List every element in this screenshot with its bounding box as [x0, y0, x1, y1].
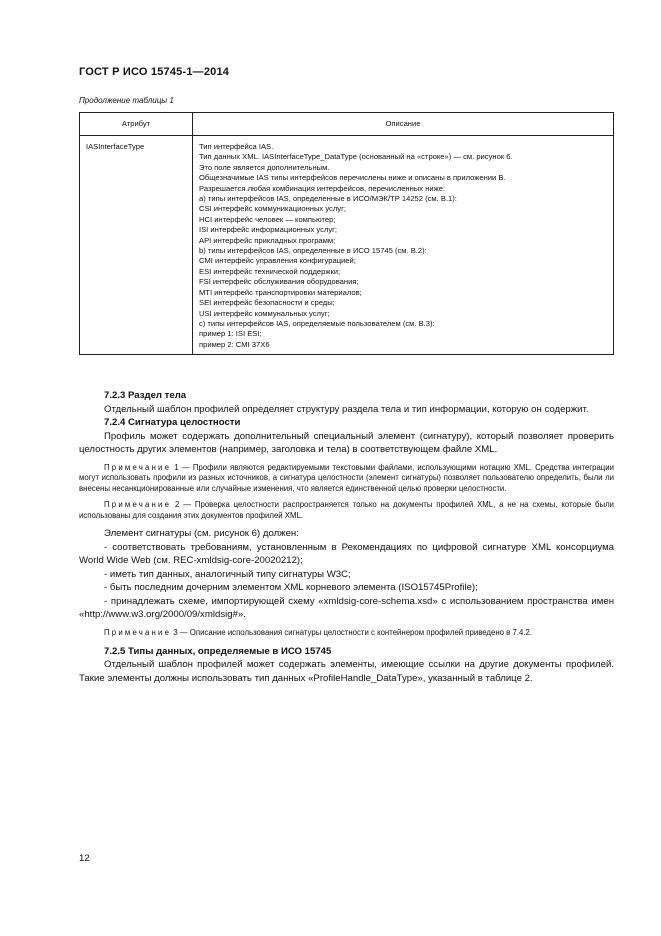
description-cell: [193, 136, 614, 355]
note-2: [79, 500, 614, 521]
column-header-attribute: Атрибут: [80, 113, 193, 136]
description-line: пример 1: ISI ESI;: [199, 329, 262, 339]
paragraph: Отдельный шаблон профилей определяет структуру раздела тела и тип информации, которую он содержит.: [104, 403, 589, 415]
page-number: 12: [79, 853, 90, 864]
description-line: CSI интерфейс коммуникационных услуг;: [199, 204, 346, 214]
description-line: пример 2: CMI 37X6: [199, 339, 270, 349]
description-line: MTI интерфейс транспортировки материалов;: [199, 287, 362, 297]
paragraph: Отдельный шаблон профилей может содержать элементы, имеющие ссылки на другие документы профилей. Такие элементы должны использовать тип данных «ProfileHandle_DataType», указанный в таблице 2.: [79, 659, 614, 684]
table-row: [80, 136, 614, 355]
note-text: 2 — Проверка целостности распространяется только на документы профилей XML, а не на схемы, которые были использованы для создания этих документов профилей XML.: [79, 500, 614, 520]
description-line: USI интерфейс коммунальных услуг;: [199, 308, 330, 318]
description-line: HCI интерфейс человек — компьютер;: [199, 214, 336, 224]
description-line: API интерфейс прикладных программ;: [199, 235, 336, 245]
section-heading-7-2-3: 7.2.3 Раздел тела: [104, 390, 187, 401]
attribute-table: [79, 112, 614, 355]
list-item: - иметь тип данных, аналогичный типу сигнатуры W3C;: [104, 568, 351, 580]
description-line: ESI интерфейс технической поддержки;: [199, 266, 341, 276]
description-line: Общезначимые IAS типы интерфейсов перечислены ниже и описаны в приложении В.: [199, 173, 506, 183]
note-text: 3 — Описание использования сигнатуры целостности с контейнером профилей приведено в 7.4.2.: [173, 627, 532, 637]
paragraph: Профиль может содержать дополнительный специальный элемент (сигнатуру), который позволяет проверить целостность других элементов (например, заголовка и тела) в соответствующем файле XML.: [79, 430, 614, 455]
table-header-row: [80, 113, 614, 136]
list-item: - быть последним дочерним элементом XML корневого элемента (ISO15745Profile);: [104, 582, 478, 594]
note-label: Примечание: [104, 500, 172, 510]
description-line: CMI интерфейс управления конфигурацией;: [199, 256, 356, 266]
description-line: Это поле является дополнительным.: [199, 162, 330, 172]
attribute-cell: IASInterfaceType: [80, 136, 193, 355]
note-text: 1 — Профили являются редактируемыми текстовыми файлами, использующими нотацию XML. Средства интеграции могут использовать профили из разных источников, а сигнатура целостности (элемент сигнатуры) позволяет пользователю определить, были ли внесены несанкционированные или случайные изменения, что является единственной целью проверки целостности.: [79, 462, 614, 493]
section-heading-7-2-4: 7.2.4 Сигнатура целостности: [104, 417, 241, 428]
section-heading-7-2-5: 7.2.5 Типы данных, определяемые в ИСО 15745: [104, 645, 332, 657]
body-text: [79, 389, 614, 685]
description-line: FSI интерфейс обслуживания оборудования;: [199, 277, 359, 287]
note-3: [79, 628, 614, 639]
list-intro: Элемент сигнатуры (см. рисунок 6) должен:: [104, 528, 299, 540]
document-header: ГОСТ Р ИСО 15745-1—2014: [79, 66, 230, 78]
note-label: Примечание: [104, 462, 172, 472]
note-label: Примечание: [104, 627, 172, 637]
list-item: - соответствовать требованиям, установленным в Рекомендациях по цифровой сигнатуре XML консорциума World Wide Web (см. REC-xmldsig-core-20020212);: [79, 541, 614, 567]
description-line: a) типы интерфейсов IAS, определенные в ИСО/МЭК/ТР 14252 (см. В.1):: [199, 194, 457, 204]
description-line: Тип интерфейса IAS.: [199, 142, 274, 151]
table-caption: Продолжение таблицы 1: [79, 96, 174, 105]
description-line: b) типы интерфейсов IAS, определенные в ИСО 15745 (см. В.2):: [199, 246, 427, 256]
description-line: Разрешается любая комбинация интерфейсов, перечисленных ниже:: [199, 183, 446, 193]
description-line: SEI интерфейс безопасности и среды;: [199, 298, 335, 308]
column-header-description: Описание: [193, 113, 614, 136]
description-line: c) типы интерфейсов IAS, определяемые пользователем (см. В.3):: [199, 318, 435, 328]
note-1: [79, 463, 614, 495]
description-line: ISI интерфейс информационных услуг;: [199, 225, 338, 235]
description-line: Тип данных XML. IASInterfaceType_DataType (основанный на «строке») — см. рисунок 6.: [199, 152, 513, 162]
list-item: - принадлежать схеме, импортирующей схему «xmldsig-core-schema.xsd» с использованием пространства имен «http://www.w3.org/2000/09/xmldsig#».: [79, 595, 614, 621]
